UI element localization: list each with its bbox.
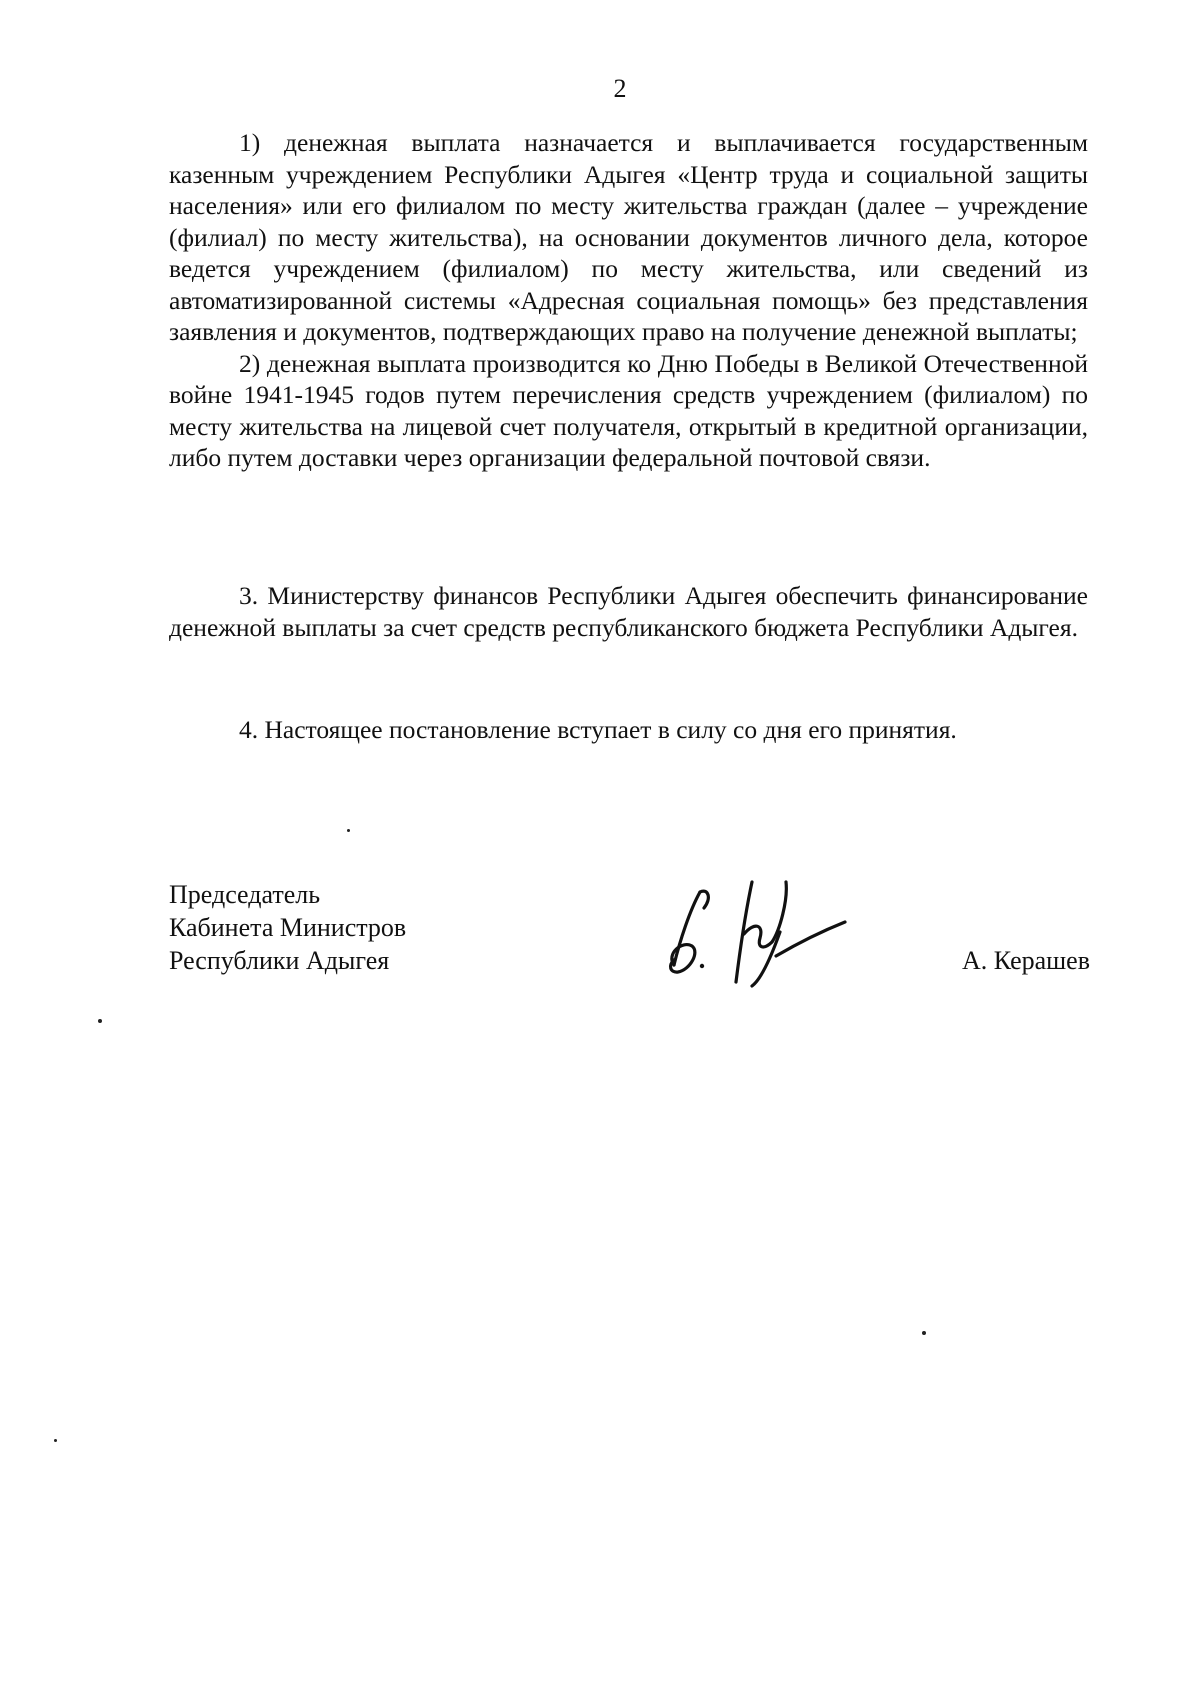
- signatory-title-line-2: Кабинета Министров: [169, 913, 407, 942]
- scan-speck: [922, 1331, 926, 1335]
- item-2: 2) денежная выплата производится ко Дню Победы в Великой Отечественной войне 1941-1945 годов путем перечисления средств учреждением (филиалом) по месту жительства на лицевой счет получателя, открытый в кредитной организации, либо путем доставки через организации федеральной почтовой связи.: [169, 348, 1088, 472]
- signatory-title-line-1: Председатель: [169, 880, 321, 909]
- paragraph-3: 3. Министерству финансов Республики Адыгея обеспечить финансирование денежной выплаты за счет средств республиканского бюджета Республики Адыгея.: [169, 581, 1088, 642]
- paragraph-4-block: [169, 714, 1088, 746]
- signer-name: А. Керашев: [961, 946, 1090, 975]
- scan-speck: [54, 1439, 57, 1442]
- numbered-items: [169, 127, 1088, 474]
- paragraph-3-block: [169, 580, 1088, 643]
- signatory-title: [169, 878, 406, 977]
- page-number: 2: [613, 74, 627, 103]
- paragraph-4: 4. Настоящее постановление вступает в силу со дня его принятия.: [239, 715, 957, 744]
- scan-speck: [347, 829, 350, 832]
- signatory-title-line-3: Республики Адыгея: [169, 946, 390, 975]
- scan-speck: [98, 1019, 102, 1023]
- handwritten-signature: [660, 870, 850, 990]
- item-1: 1) денежная выплата назначается и выплачивается государственным казенным учреждением Республики Адыгея «Центр труда и социальной защиты населения» или его филиалом по месту жительства граждан (далее – учреждение (филиал) по месту жительства), на основании документов личного дела, которое ведется учреждением (филиалом) по месту жительства, или сведений из автоматизированной системы «Адресная социальная помощь» без представления заявления и документов, подтверждающих право на получение денежной выплаты;: [169, 128, 1088, 346]
